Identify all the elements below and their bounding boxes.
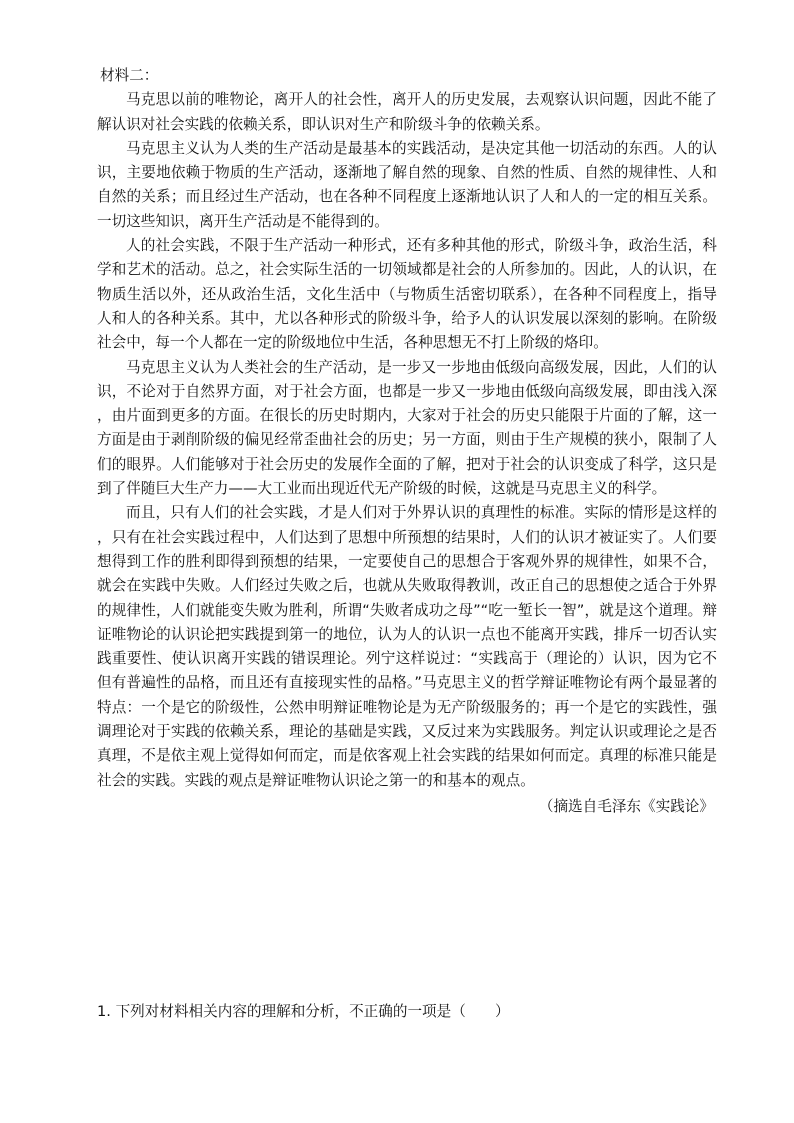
material-paragraph-2: 马克思主义认为人类的生产活动是最基本的实践活动，是决定其他一切活动的东西。人的认识，主要地依赖于物质的生产活动，逐渐地了解自然的现象、自然的性质、自然的规律性、人和自然的关系；而且经过生产活动，也在各种不同程度上逐渐地认识了人和人的一定的相互关系。一切这些知识，离开生产活动是不能得到的。 bbox=[97, 139, 717, 230]
source-citation: （摘选自毛泽东《实践论》 bbox=[538, 797, 714, 815]
material-paragraph-5: 而且，只有人们的社会实践，才是人们对于外界认识的真理性的标准。实际的情形是这样的，只有在社会实践过程中，人们达到了思想中所预想的结果时，人们的认识才被证实了。人们要想得到工作的胜利即得到预想的结果，一定要使自己的思想合于客观外界的规律性，如果不合，就会在实践中失败。人们经过失败之后，也就从失败取得教训，改正自己的思想使之适合于外界的规律性，人们就能变失败为胜利，所谓“失败者成功之母”“吃一堑长一智”，就是这个道理。辩证唯物论的认识论把实践提到第一的地位，认为人的认识一点也不能离开实践，排斥一切否认实践重要性、使认识离开实践的错误理论。列宁这样说过：“实践高于（理论的）认识，因为它不但有普遍性的品格，而且还有直接现实性的品格。”马克思主义的哲学辩证唯物论有两个最显著的特点：一个是它的阶级性，公然申明辩证唯物论是为无产阶级服务的；再一个是它的实践性，强调理论对于实践的依赖关系，理论的基础是实践，又反过来为实践服务。判定认识或理论之是否真理，不是依主观上觉得如何而定，而是依客观上社会实践的结果如何而定。真理的标准只能是社会的实践。实践的观点是辩证唯物认识论之第一的和基本的观点。 bbox=[97, 504, 717, 789]
question-1: 1. 下列对材料相关内容的理解和分析，不正确的一项是（ ） bbox=[97, 1003, 510, 1020]
material-paragraph-1: 马克思以前的唯物论，离开人的社会性，离开人的历史发展，去观察认识问题，因此不能了解认识对社会实践的依赖关系，即认识对生产和阶级斗争的依赖关系。 bbox=[97, 91, 717, 133]
material-heading: 材料二： bbox=[100, 67, 159, 84]
material-paragraph-3: 人的社会实践，不限于生产活动一种形式，还有多种其他的形式，阶级斗争，政治生活，科学和艺术的活动。总之，社会实际生活的一切领域都是社会的人所参加的。因此，人的认识，在物质生活以外，还从政治生活，文化生活中（与物质生活密切联系），在各种不同程度上，指导人和人的各种关系。其中，尤以各种形式的阶级斗争，给予人的认识发展以深刻的影响。在阶级社会中，每一个人都在一定的阶级地位中生活，各种思想无不打上阶级的烙印。 bbox=[97, 237, 717, 352]
material-paragraph-4: 马克思主义认为人类社会的生产活动，是一步又一步地由低级向高级发展，因此，人们的认识，不论对于自然界方面，对于社会方面，也都是一步又一步地由低级向高级发展，即由浅入深，由片面到更多的方面。在很长的历史时期内，大家对于社会的历史只能限于片面的了解，这一方面是由于剥削阶级的偏见经常歪曲社会的历史；另一方面，则由于生产规模的狭小，限制了人们的眼界。人们能够对于社会历史的发展作全面的了解，把对于社会的认识变成了科学，这只是到了伴随巨大生产力——大工业而出现近代无产阶级的时候，这就是马克思主义的科学。 bbox=[97, 358, 717, 498]
material-section bbox=[97, 64, 717, 819]
